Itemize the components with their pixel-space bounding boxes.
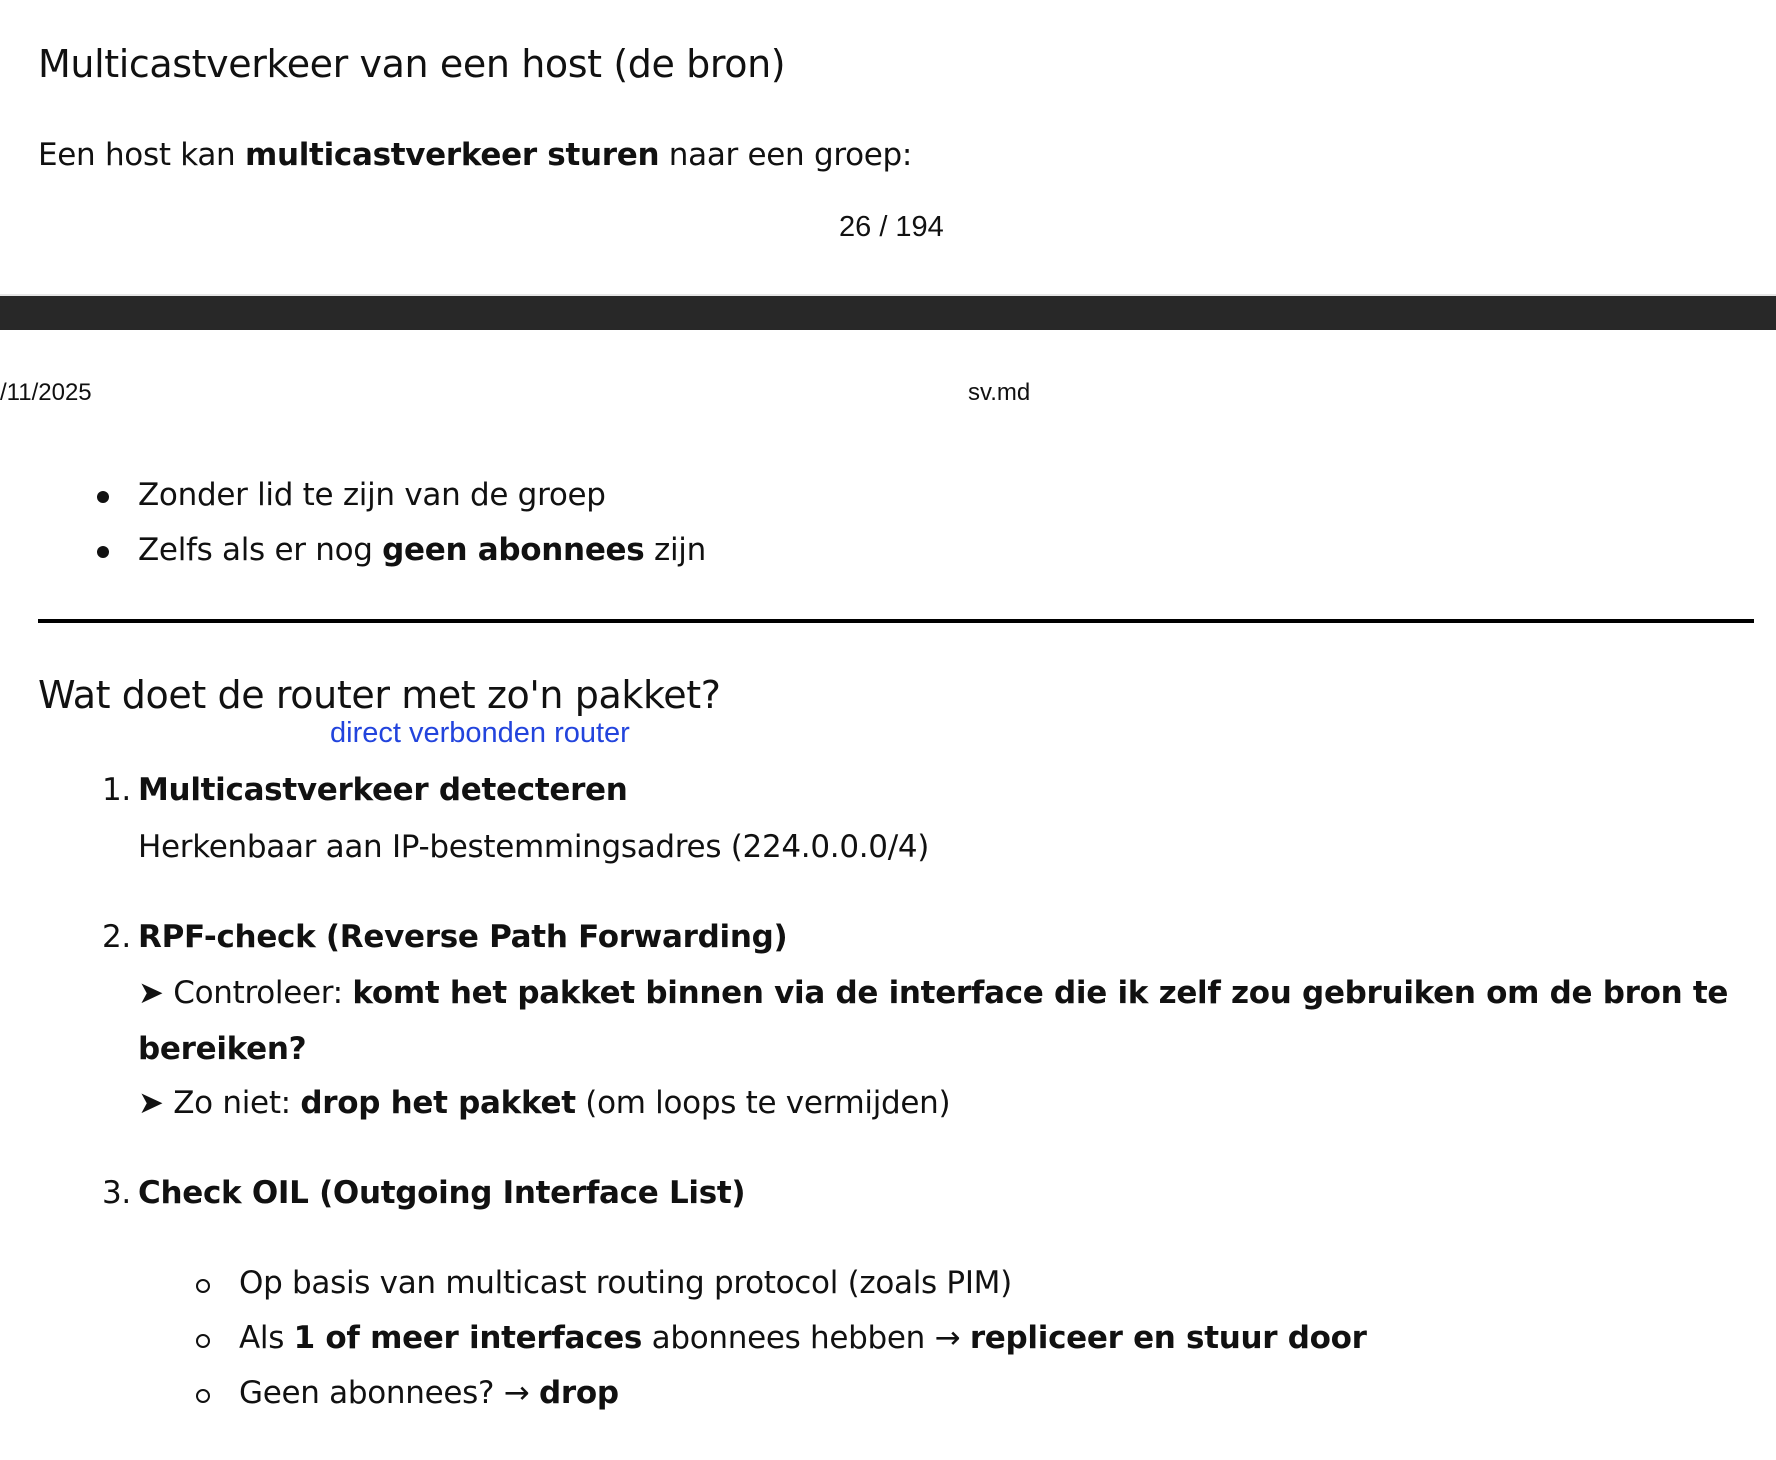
step-title-bold: Multicastverkeer detecteren <box>138 772 628 808</box>
step-title <box>138 919 787 955</box>
detail-bold: drop het pakket <box>300 1085 576 1121</box>
bullet-item <box>138 477 606 513</box>
step-detail: Herkenbaar aan IP-bestemmingsadres (224.0.0.0/4) <box>138 829 930 865</box>
step-detail-continued <box>138 1031 306 1067</box>
step-detail <box>138 1085 950 1121</box>
print-filename: sv.md <box>968 379 1031 406</box>
sub-text-mid: abonnees hebben → <box>642 1320 970 1356</box>
bullet-text: Zonder lid te zijn van de groep <box>138 477 606 513</box>
sub-list-item <box>239 1320 1367 1356</box>
bullet-circle-icon <box>196 1279 210 1293</box>
detail-bold: bereiken? <box>138 1031 307 1067</box>
sub-list-item <box>239 1265 1012 1301</box>
step-number: 2. <box>102 919 131 955</box>
detail-text: Zo niet: <box>163 1085 301 1121</box>
sub-bold: drop <box>538 1375 619 1411</box>
sub-list-item <box>239 1375 619 1411</box>
detail-text: Controleer: <box>163 975 353 1011</box>
page-number: 26 / 194 <box>839 211 944 243</box>
arrow-icon: ➤ <box>138 975 164 1011</box>
intro-text-end: naar een groep: <box>659 137 913 173</box>
intro-bold: multicastverkeer sturen <box>244 137 660 173</box>
bullet-circle-icon <box>196 1334 210 1348</box>
bullet-bold: geen abonnees <box>382 532 645 568</box>
step-detail <box>138 975 1728 1011</box>
sub-text: Als <box>239 1320 294 1356</box>
bullet-item <box>138 532 706 568</box>
bullet-text: Zelfs als er nog <box>138 532 383 568</box>
step-number: 3. <box>102 1175 131 1211</box>
sub-bold-end: repliceer en stuur door <box>969 1320 1367 1356</box>
intro-paragraph <box>38 137 912 173</box>
page-break-bar <box>0 294 1776 330</box>
intro-text: Een host kan <box>38 137 245 173</box>
step-title <box>138 1175 745 1211</box>
step-title-bold: RPF-check (Reverse Path Forwarding) <box>138 919 788 955</box>
step-title <box>138 772 628 808</box>
sub-text: Op basis van multicast routing protocol (zoals PIM) <box>239 1265 1012 1301</box>
print-date: /11/2025 <box>0 379 92 406</box>
horizontal-rule <box>38 619 1754 623</box>
section-heading-router: Wat doet de router met zo'n pakket? <box>38 673 721 717</box>
detail-bold: komt het pakket binnen via de interface die ik zelf zou gebruiken om de bron te <box>352 975 1729 1011</box>
detail-text-end: (om loops te vermijden) <box>575 1085 951 1121</box>
bullet-text-end: zijn <box>644 532 706 568</box>
arrow-icon: ➤ <box>138 1085 164 1121</box>
section-heading-multicast-host: Multicastverkeer van een host (de bron) <box>38 42 786 86</box>
bullet-disc-icon <box>97 546 109 558</box>
bullet-circle-icon <box>196 1389 210 1403</box>
step-title-bold: Check OIL (Outgoing Interface List) <box>138 1175 746 1211</box>
bullet-disc-icon <box>97 491 109 503</box>
handwritten-annotation: direct verbonden router <box>330 717 630 749</box>
step-number: 1. <box>102 772 131 808</box>
sub-text: Geen abonnees? → <box>239 1375 539 1411</box>
sub-bold: 1 of meer interfaces <box>293 1320 643 1356</box>
